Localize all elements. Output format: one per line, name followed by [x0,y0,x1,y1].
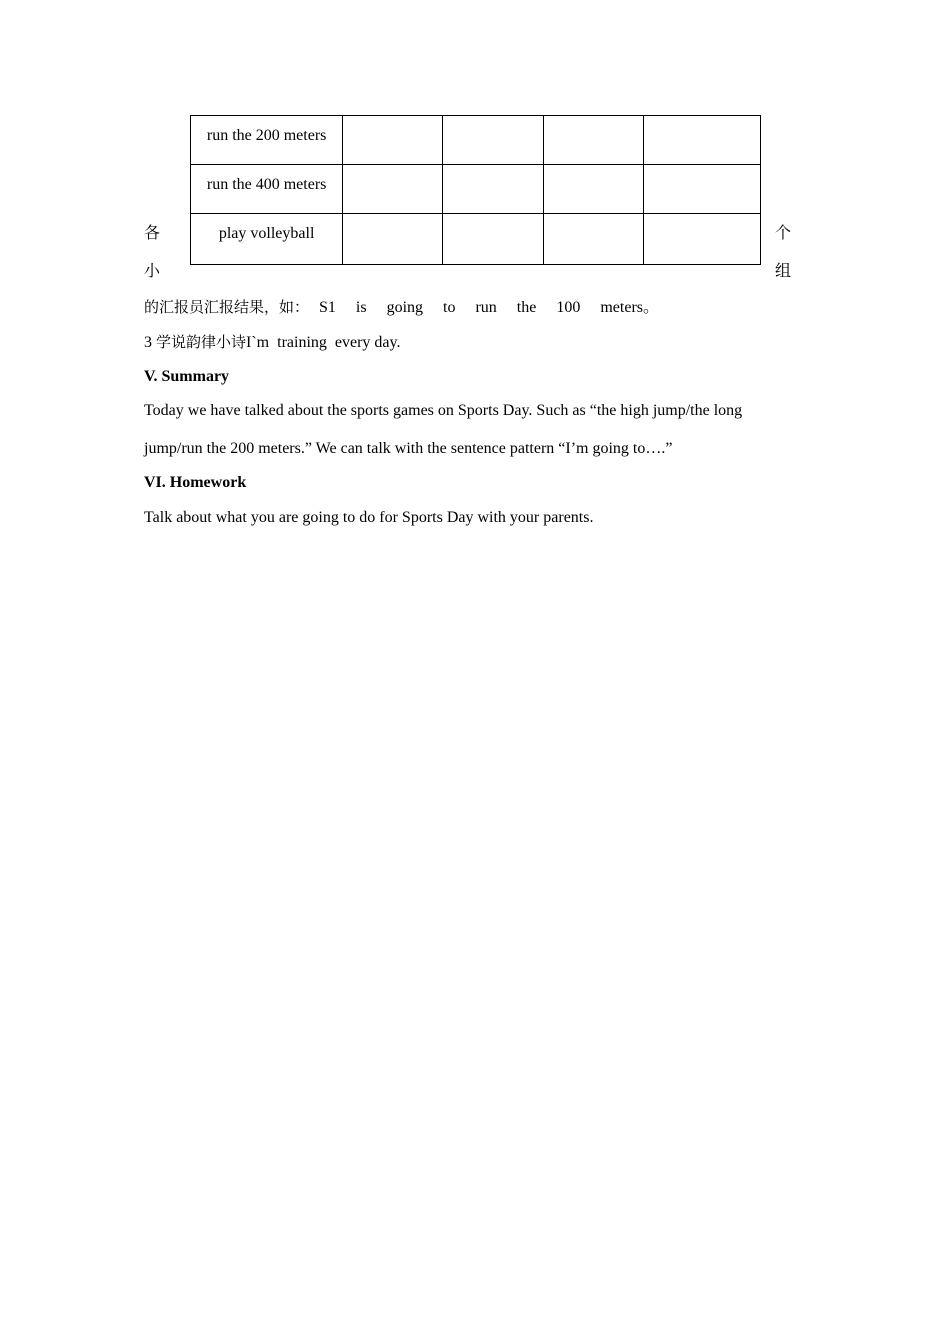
report-line-zh: 的汇报员汇报结果，如： [144,298,310,316]
table-row [191,116,761,165]
empty-cell [343,165,443,214]
empty-cell [643,214,760,265]
empty-cell [543,214,643,265]
report-line-en: S1 is going to run the 100 meters。 [309,299,660,316]
empty-cell [543,165,643,214]
wrap-char-right-bottom: 组 [775,261,792,280]
report-line [144,297,659,318]
empty-cell [443,165,543,214]
empty-cell [643,165,760,214]
summary-line-1: Today we have talked about the sports games on Sports Day. Such as “the high jump/the long [144,402,743,419]
event-cell: run the 200 meters [191,116,343,165]
event-cell: run the 400 meters [191,165,343,214]
rhyme-line [144,332,400,353]
table-row [191,165,761,214]
empty-cell [443,214,543,265]
rhyme-line-number: 3 [144,334,156,351]
homework-text: Talk about what you are going to do for Sports Day with your parents. [144,509,594,526]
rhyme-line-en: I`m training every day. [246,334,401,351]
empty-cell [643,116,760,165]
empty-cell [343,116,443,165]
summary-heading: V. Summary [144,368,230,385]
event-cell: play volleyball [191,214,343,265]
summary-line-2: jump/run the 200 meters.” We can talk with the sentence pattern “I’m going to….” [144,440,673,457]
empty-cell [443,116,543,165]
empty-cell [543,116,643,165]
sports-events-table [190,115,761,265]
table-row [191,214,761,265]
wrap-char-left-top: 各 [144,223,161,242]
homework-heading: VI. Homework [144,474,247,491]
rhyme-line-zh: 学说韵律小诗 [156,333,247,351]
empty-cell [343,214,443,265]
wrap-char-right-top: 个 [775,223,792,242]
wrap-char-left-bottom: 小 [144,261,161,280]
